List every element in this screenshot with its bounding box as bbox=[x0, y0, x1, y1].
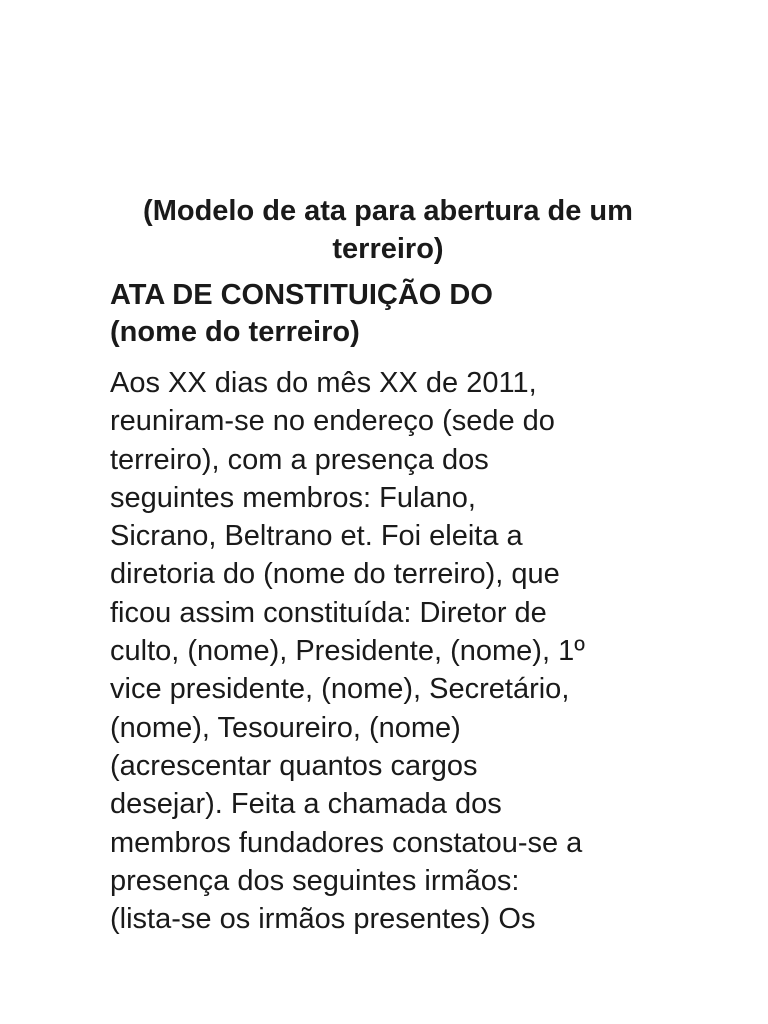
body-line: culto, (nome), Presidente, (nome), 1º bbox=[110, 635, 585, 668]
body-line: (lista-se os irmãos presentes) Os bbox=[110, 903, 536, 936]
body-line: membros fundadores constatou-se a bbox=[110, 826, 583, 859]
body-line: (nome), Tesoureiro, (nome) bbox=[110, 711, 461, 744]
body-line: Aos XX dias do mês XX de 2011, bbox=[110, 367, 537, 399]
document-body bbox=[110, 364, 710, 938]
heading-line: ATA DE CONSTITUIÇÃO DO bbox=[110, 279, 493, 311]
body-line: vice presidente, (nome), Secretário, bbox=[110, 673, 570, 706]
heading-line: (nome do terreiro) bbox=[110, 316, 360, 348]
body-line: reuniram-se no endereço (sede do bbox=[110, 405, 555, 438]
document-heading bbox=[110, 277, 670, 351]
body-line: seguintes membros: Fulano, bbox=[110, 481, 476, 514]
body-line: desejar). Feita a chamada dos bbox=[110, 788, 502, 821]
body-line: terreiro), com a presença dos bbox=[110, 443, 489, 476]
body-line: ficou assim constituída: Diretor de bbox=[110, 596, 547, 629]
body-line: diretoria do (nome do terreiro), que bbox=[110, 558, 560, 591]
body-line: (acrescentar quantos cargos bbox=[110, 749, 478, 782]
body-line: Sicrano, Beltrano et. Foi eleita a bbox=[110, 520, 523, 553]
body-line: presença dos seguintes irmãos: bbox=[110, 864, 520, 897]
document-subtitle: (Modelo de ata para abertura de um terreiro) bbox=[143, 195, 633, 265]
